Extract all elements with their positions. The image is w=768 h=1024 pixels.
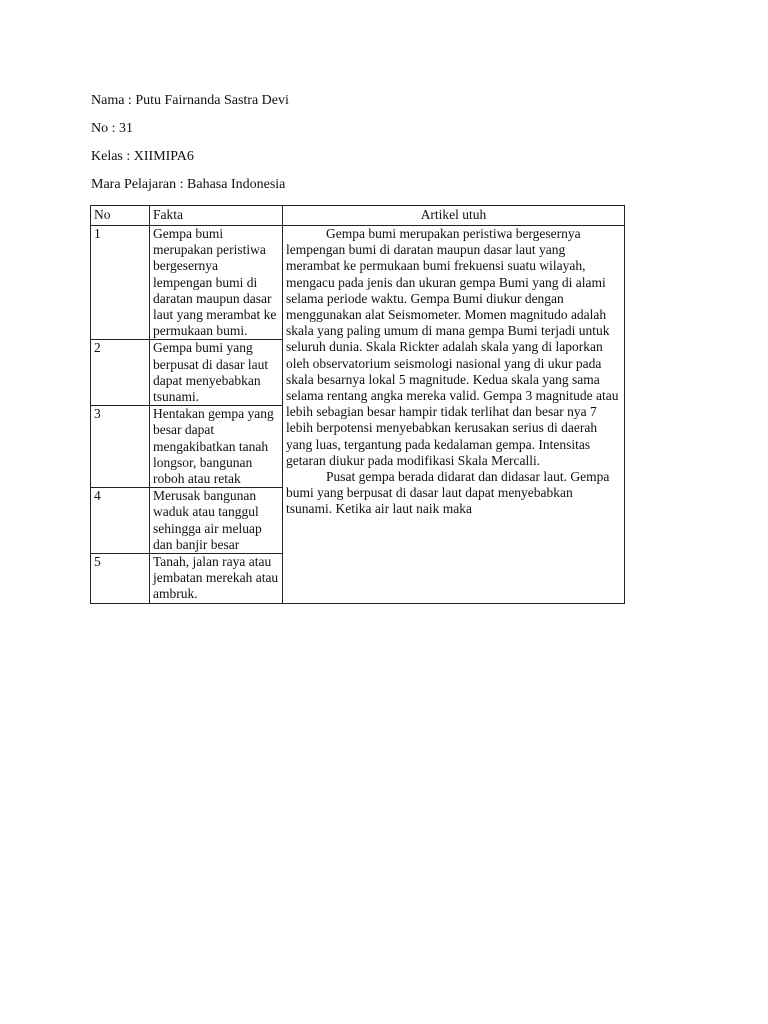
student-number: No : 31	[91, 121, 133, 136]
header-fakta: Fakta	[150, 206, 283, 226]
student-class: Kelas : XIIMIPA6	[91, 149, 194, 164]
fact-text: Gempa bumi yang berpusat di dasar laut dapat menyebabkan tsunami.	[150, 340, 283, 406]
header-no: No	[91, 206, 150, 226]
article-paragraph-2: Pusat gempa berada didarat dan didasar laut. Gempa bumi yang berpusat di dasar laut dapat menyebabkan tsunami. Ketika air laut naik maka	[286, 469, 610, 517]
table-header-row	[91, 206, 625, 226]
row-number: 5	[91, 554, 150, 604]
table-row	[91, 226, 625, 340]
header-artikel: Artikel utuh	[283, 206, 625, 226]
fact-text: Hentakan gempa yang besar dapat mengakibatkan tanah longsor, bangunan roboh atau retak	[150, 406, 283, 488]
row-number: 4	[91, 488, 150, 554]
row-number: 1	[91, 226, 150, 340]
fact-text: Tanah, jalan raya atau jembatan merekah atau ambruk.	[150, 554, 283, 604]
facts-table	[90, 205, 625, 604]
subject: Mara Pelajaran : Bahasa Indonesia	[91, 177, 286, 192]
row-number: 2	[91, 340, 150, 406]
fact-text: Gempa bumi merupakan peristiwa bergesernya lempengan bumi di daratan maupun dasar laut yang merambat ke permukaan bumi.	[150, 226, 283, 340]
article-paragraph-1: Gempa bumi merupakan peristiwa bergesernya lempengan bumi di daratan maupun dasar laut yang merambat ke permukaan bumi frekuensi suatu wilayah, mengacu pada jenis dan ukuran gempa Bumi yang di alami selama periode waktu. Gempa Bumi diukur dengan menggunakan alat Seismometer. Momen magnitudo adalah skala yang paling umum di mana gempa Bumi terjadi untuk seluruh dunia. Skala Rickter adalah skala yang di laporkan oleh observatorium seismologi nasional yang di ukur pada skala besarnya lokal 5 magnitude. Kedua skala yang sama selama rentang angka mereka valid. Gempa 3 magnitude atau lebih sebagian besar hampir tidak terlihat dan besar nya 7 lebih berpotensi menyebabkan kerusakan serius di daerah yang luas, tergantung pada kedalaman gempa. Intensitas getaran diukur pada modifikasi Skala Mercalli.	[286, 226, 619, 468]
student-name: Nama : Putu Fairnanda Sastra Devi	[91, 93, 289, 108]
row-number: 3	[91, 406, 150, 488]
fact-text: Merusak bangunan waduk atau tanggul sehingga air meluap dan banjir besar	[150, 488, 283, 554]
article-cell	[283, 226, 625, 604]
